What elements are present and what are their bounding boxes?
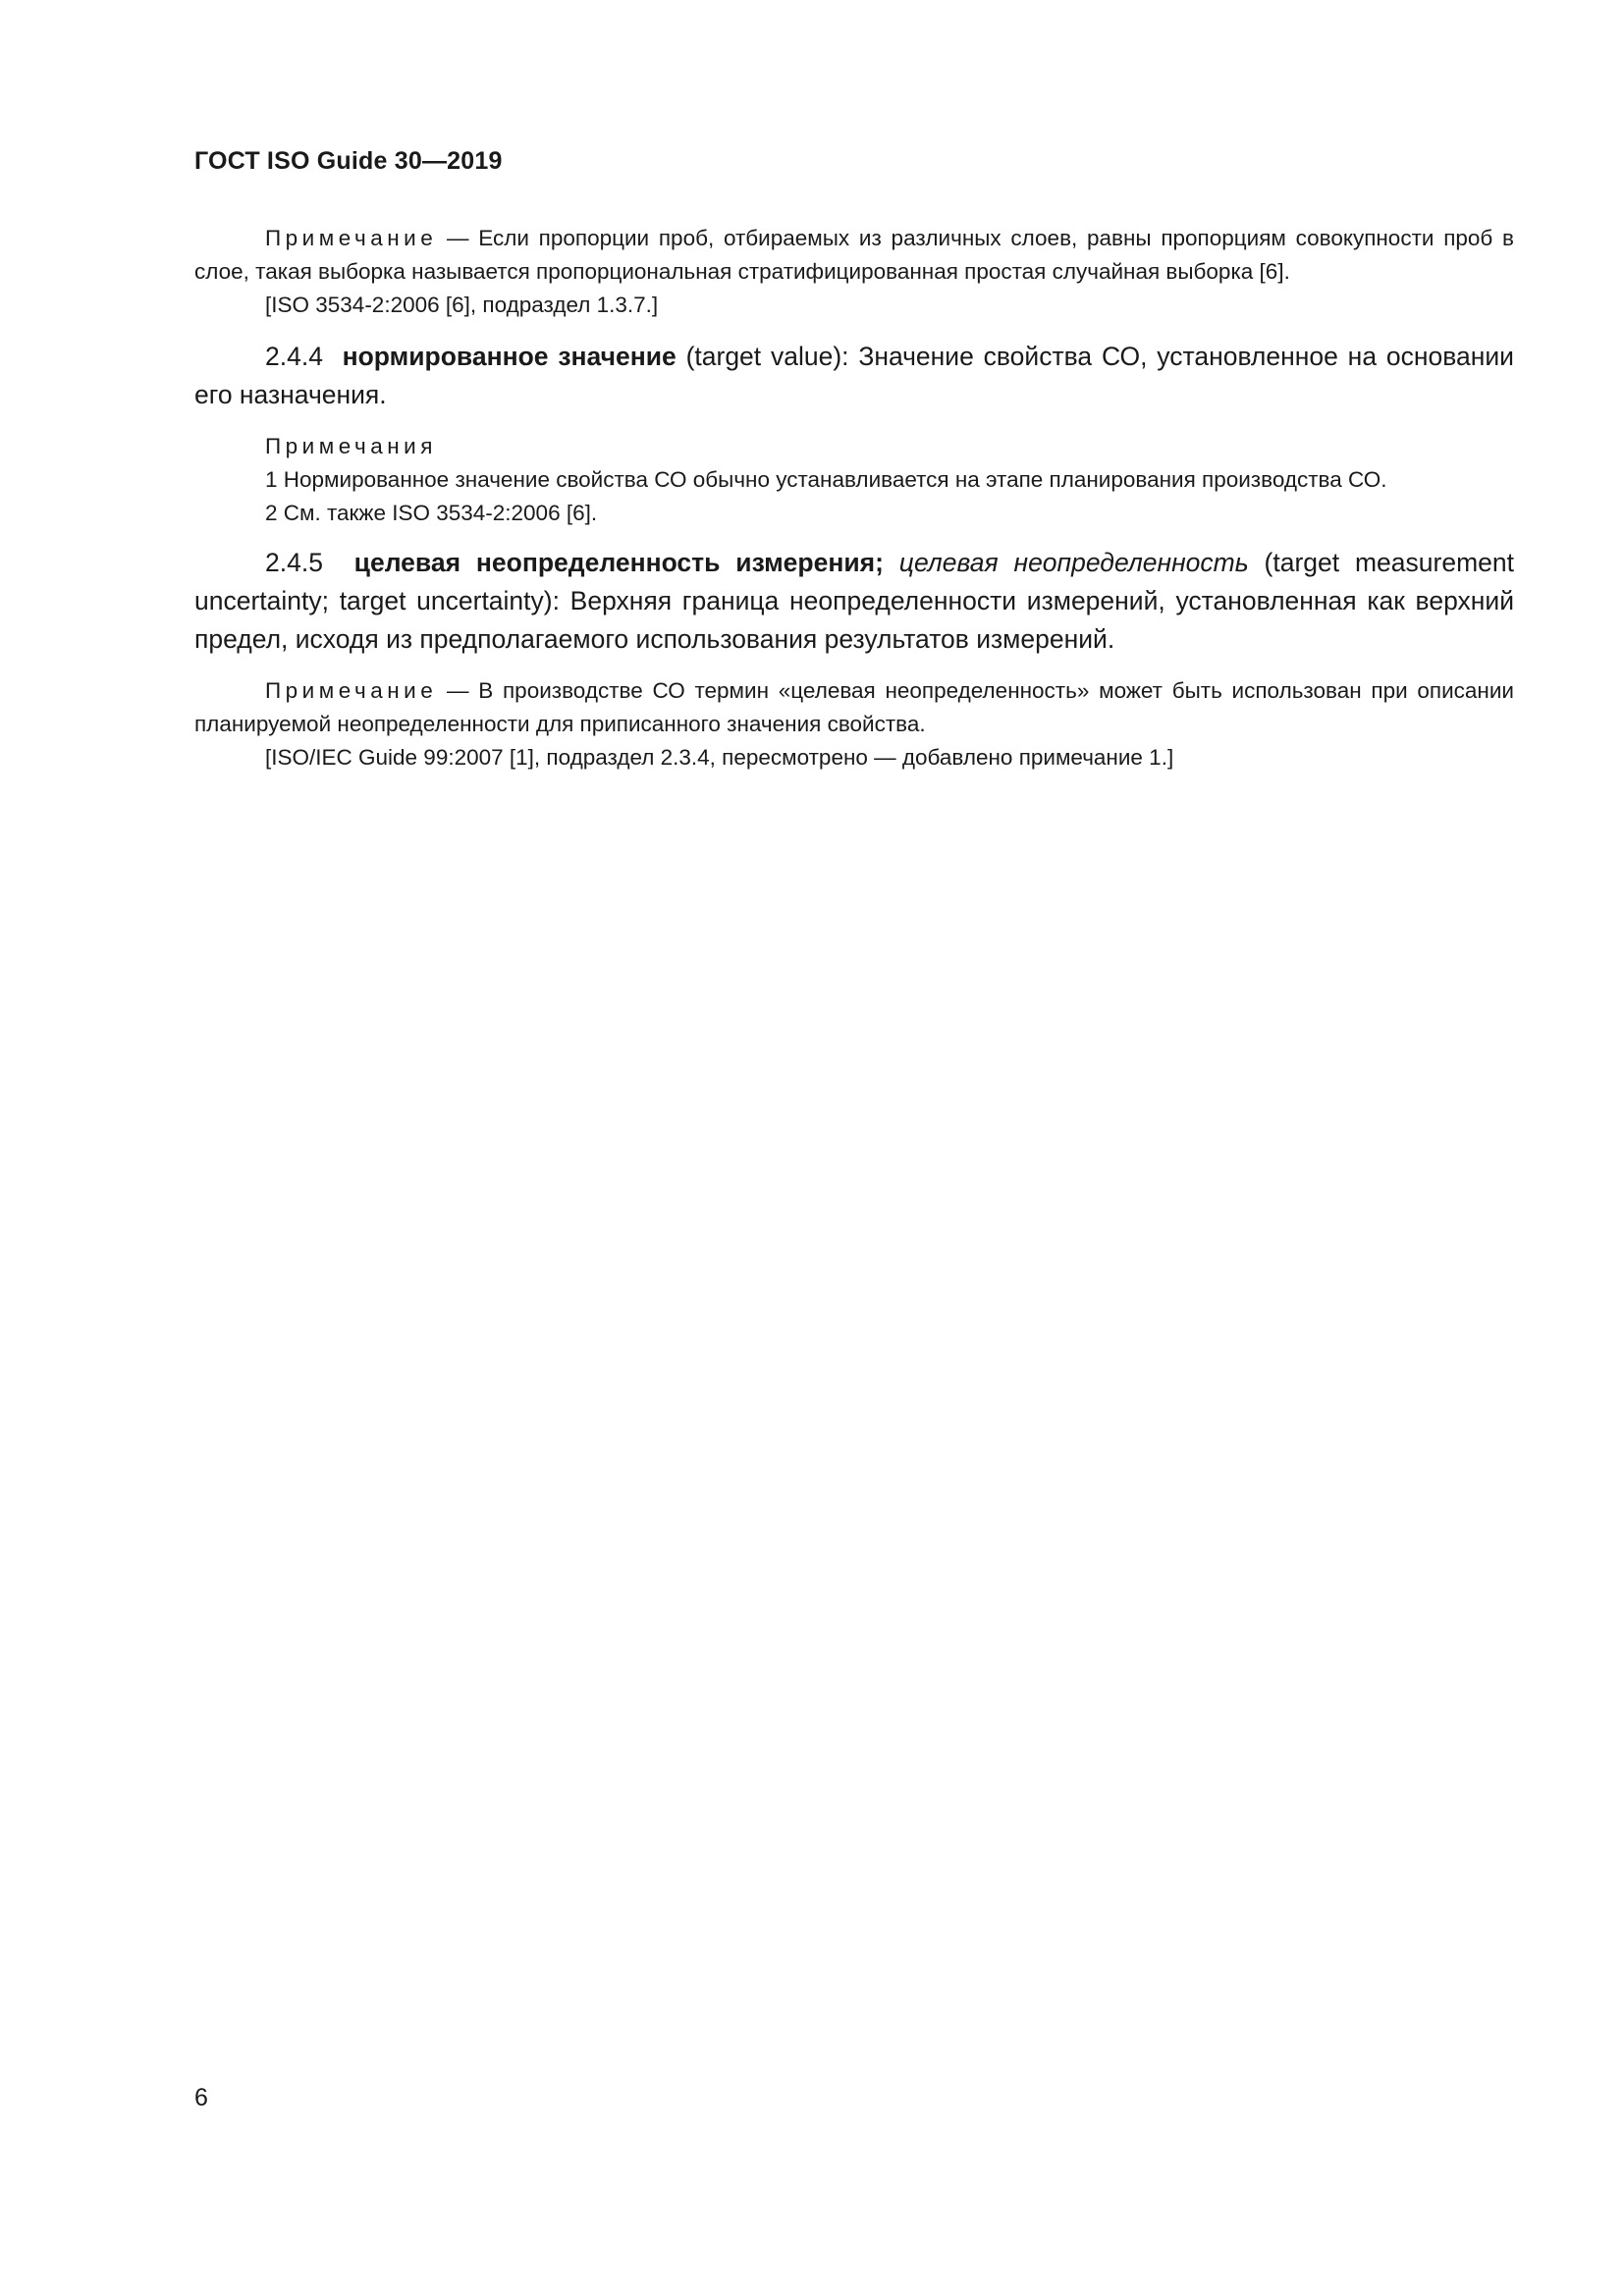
term-entry-2-4-4 — [194, 338, 1514, 414]
note-block — [194, 222, 1514, 322]
note-paragraph — [194, 222, 1514, 289]
term-definition: (target value): Значение свойства СО, установленное на основании его назначения. — [194, 342, 1514, 409]
notes-label: Примечания — [265, 434, 437, 458]
note-paragraph — [194, 674, 1514, 741]
term-definition: (target measurement uncertainty; target uncertainty): Верхняя граница неопределенности измерений, установленная как верхний предел, исходя из предполагаемого использования результатов измерений. — [194, 548, 1514, 654]
note-block — [194, 674, 1514, 774]
document-header: ГОСТ ISO Guide 30—2019 — [194, 147, 503, 175]
term-name: нормированное значение — [342, 342, 677, 371]
note-source: [ISO 3534-2:2006 [6], подраздел 1.3.7.] — [265, 293, 659, 317]
term-name: целевая неопределенность измерения; — [353, 548, 884, 577]
note-label: Примечание — [265, 226, 438, 250]
note-label: Примечание — [265, 678, 438, 703]
note-text: — Если пропорции проб, отбираемых из различных слоев, равны пропорциям совокупности проб в слое, такая выборка называется пропорциональная стратифицированная простая случайная выборка [6]. — [194, 226, 1514, 284]
notes-item: 1 Нормированное значение свойства СО обычно устанавливается на этапе планирования производства СО. — [265, 467, 1387, 492]
note-source: [ISO/IEC Guide 99:2007 [1], подраздел 2.3.4, пересмотрено — добавлено примечание 1.] — [265, 745, 1174, 770]
term-number: 2.4.4 — [265, 342, 323, 371]
notes-item: 2 См. также ISO 3534-2:2006 [6]. — [265, 501, 598, 525]
page-content — [194, 222, 1514, 774]
notes-block — [194, 430, 1514, 530]
note-text: — В производстве СО термин «целевая неопределенность» может быть использован при описании планируемой неопределенности для приписанного значения свойства. — [194, 678, 1514, 736]
term-entry-2-4-5 — [194, 544, 1514, 659]
term-number: 2.4.5 — [265, 548, 323, 577]
term-synonym: целевая неопределенность — [898, 548, 1249, 577]
page-number: 6 — [194, 2084, 208, 2111]
